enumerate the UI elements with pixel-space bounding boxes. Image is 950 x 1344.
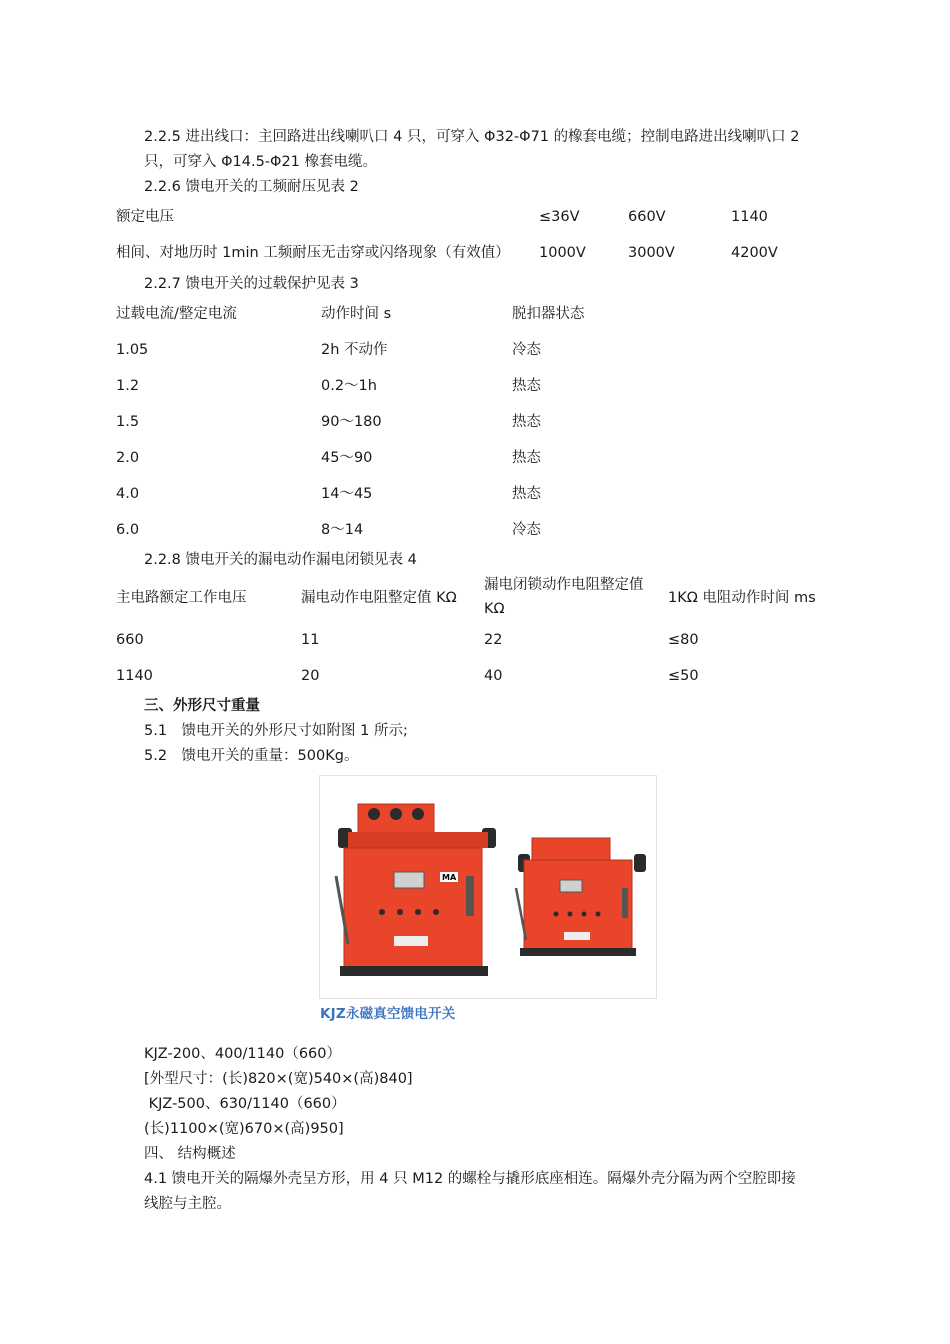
table-header-cell: 脱扣器状态: [512, 306, 585, 322]
table-cell: 2.0: [116, 450, 140, 466]
table-cell: 热态: [512, 378, 541, 394]
table-cell: 相间、对地历时 1min 工频耐压无击穿或闪络现象（有效值）: [116, 245, 510, 261]
switchgear-illustration: [320, 776, 656, 998]
table-cell: 1140: [116, 668, 153, 684]
table-cell: 4.0: [116, 486, 140, 502]
table-cell: ≤50: [668, 668, 699, 684]
table-cell: 3000V: [628, 245, 675, 261]
table-cell: 1.5: [116, 414, 140, 430]
table-cell: 1.05: [116, 342, 149, 358]
table-cell: 90～180: [321, 414, 382, 430]
table-cell: 11: [301, 632, 320, 648]
table-header-cell: 漏电闭锁动作电阻整定值: [484, 577, 644, 593]
table-cell: 660V: [628, 209, 666, 225]
table-cell: 额定电压: [116, 209, 174, 225]
table-cell: 2h 不动作: [321, 342, 388, 358]
table-cell: 40: [484, 668, 503, 684]
table-cell: 冷态: [512, 522, 541, 538]
model-line: [外型尺寸：(长)820×(宽)540×(高)840]: [144, 1071, 413, 1087]
table-cell: 0.2～1h: [321, 378, 377, 394]
figure-caption: KJZ永磁真空馈电开关: [320, 1006, 456, 1022]
table-cell: 8～14: [321, 522, 364, 538]
table-cell: ≤80: [668, 632, 699, 648]
paragraph-4-1-line2: 线腔与主腔。: [144, 1196, 231, 1212]
paragraph-2-2-6: 2.2.6 馈电开关的工频耐压见表 2: [144, 179, 359, 195]
table-cell: 冷态: [512, 342, 541, 358]
table-cell: 热态: [512, 450, 541, 466]
table-cell: 20: [301, 668, 320, 684]
table-cell: 1000V: [539, 245, 586, 261]
table-header-cell: 过载电流/整定电流: [116, 306, 237, 322]
model-line: KJZ-500、630/1140（660）: [144, 1096, 346, 1112]
paragraph-2-2-7: 2.2.7 馈电开关的过载保护见表 3: [144, 276, 359, 292]
table-cell: 45～90: [321, 450, 373, 466]
product-photo: [319, 775, 657, 999]
model-line: (长)1100×(宽)670×(高)950]: [144, 1121, 344, 1137]
table-cell: 1.2: [116, 378, 140, 394]
section-3-heading: 三、外形尺寸重量: [144, 698, 260, 714]
svg-text:MA: MA: [442, 873, 457, 882]
paragraph-4-1-line1: 4.1 馈电开关的隔爆外壳呈方形，用 4 只 M12 的螺栓与撬形底座相连。隔爆外壳分隔为两个空腔即接: [144, 1171, 796, 1187]
table-header-cell-unit: KΩ: [484, 601, 505, 617]
table-header-cell: 1KΩ 电阻动作时间 ms: [668, 590, 816, 606]
table-header-cell: 漏电动作电阻整定值 KΩ: [301, 590, 457, 606]
table-cell: 6.0: [116, 522, 140, 538]
table-cell: ≤36V: [539, 209, 580, 225]
table-cell: 22: [484, 632, 503, 648]
table-cell: 热态: [512, 486, 541, 502]
table-cell: 660: [116, 632, 144, 648]
table-header-cell: 主电路额定工作电压: [116, 590, 247, 606]
small-switch-unit: [516, 838, 646, 956]
paragraph-2-2-5-line1: 2.2.5 进出线口：主回路进出线喇叭口 4 只，可穿入 Φ32-Φ71 的橡套电缆；控制电路进出线喇叭口 2: [144, 129, 800, 145]
table-header-cell: 动作时间 s: [321, 306, 392, 322]
table-cell: 1140: [731, 209, 768, 225]
table-cell: 4200V: [731, 245, 778, 261]
item-5-1: 5.1 馈电开关的外形尺寸如附图 1 所示;: [144, 723, 408, 739]
table-cell: 14～45: [321, 486, 373, 502]
item-5-2: 5.2 馈电开关的重量：500Kg。: [144, 748, 359, 764]
model-line: KJZ-200、400/1140（660）: [144, 1046, 342, 1062]
large-switch-unit: [336, 804, 496, 976]
paragraph-2-2-8: 2.2.8 馈电开关的漏电动作漏电闭锁见表 4: [144, 552, 417, 568]
paragraph-2-2-5-line2: 只，可穿入 Φ14.5-Φ21 橡套电缆。: [144, 154, 378, 170]
table-cell: 热态: [512, 414, 541, 430]
section-4-heading: 四、 结构概述: [144, 1146, 236, 1162]
